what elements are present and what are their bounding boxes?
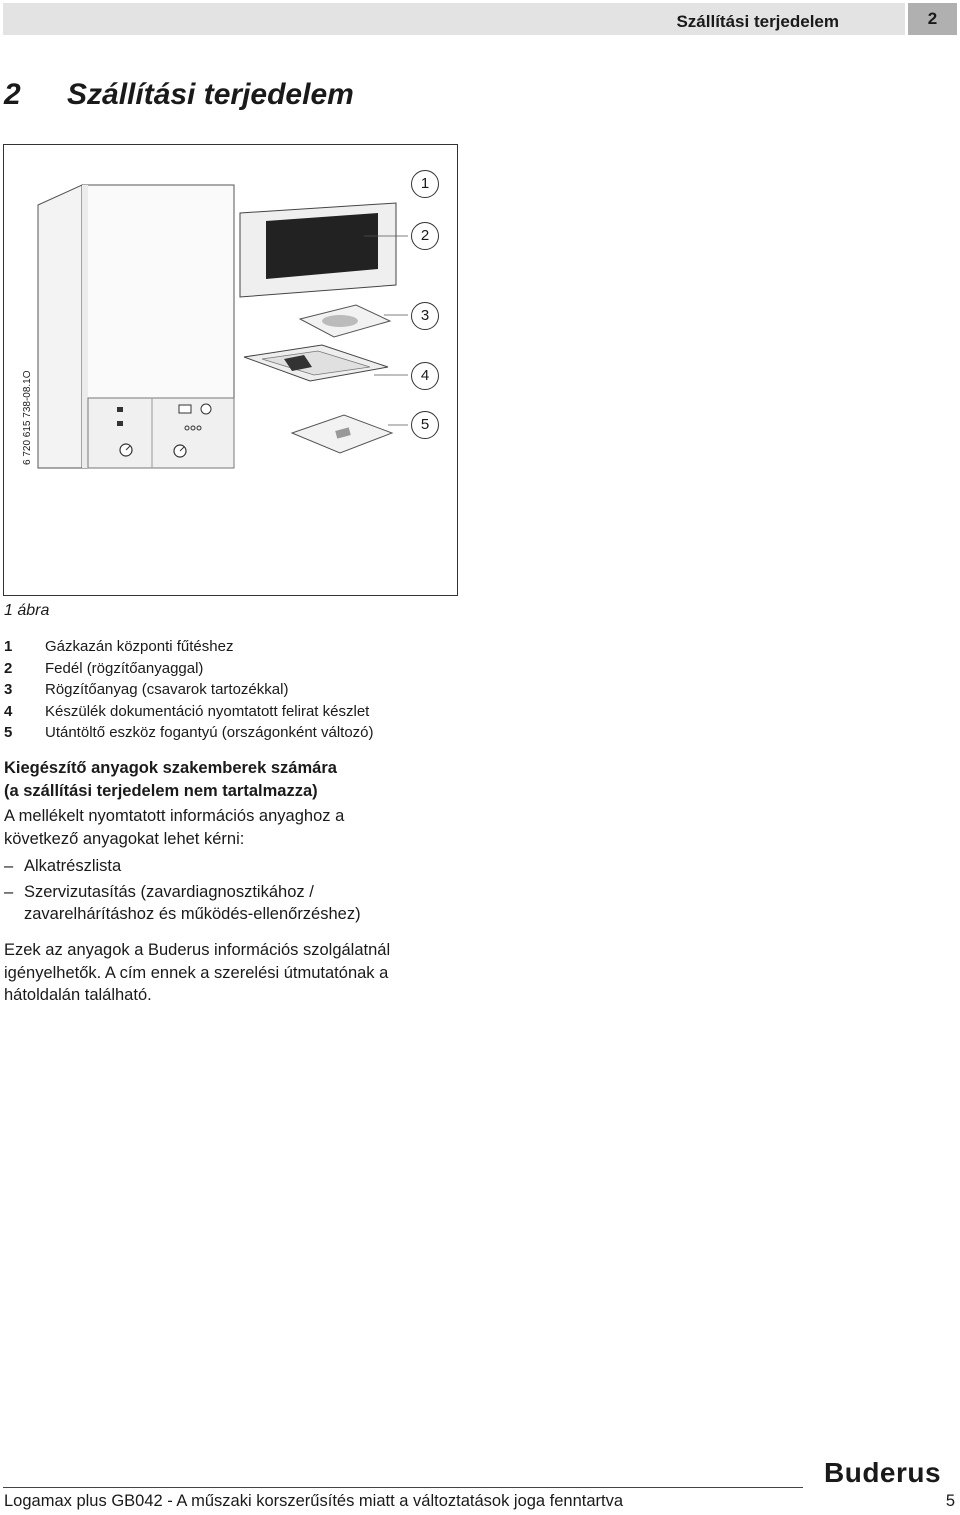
paragraph-line: hátoldalán található. [4,986,152,1004]
section-heading-line: Kiegészítő anyagok szakemberek számára [4,759,337,777]
legend-item [4,722,374,744]
callout-2: 2 [411,222,439,250]
outro-paragraph [4,939,390,1007]
legend-number: 1 [4,638,13,655]
list-item [4,881,361,926]
list-dash: – [4,882,14,901]
figure-code: 6 720 615 738-08.1O [22,370,33,465]
figure-legend [4,636,374,744]
header-chapter-number: 2 [908,3,957,35]
list-item [4,855,361,878]
figure-illustration [4,145,459,597]
list-dash: – [4,857,14,875]
buderus-logo: Buderus [824,1457,942,1488]
intro-paragraph [4,805,344,850]
list-item-text: zavarelhárításhoz és működés-ellenőrzéshez) [24,905,361,923]
paragraph-line: Ezek az anyagok a Buderus információs szolgálatnál [4,941,391,959]
section-heading [4,757,337,802]
figure-caption: 1 ábra [4,602,50,619]
materials-list [4,855,361,929]
legend-item [4,658,374,680]
section-heading-line: (a szállítási terjedelem nem tartalmazza) [4,781,318,800]
legend-number: 5 [4,724,13,741]
legend-item [4,701,374,723]
page-title-text: Szállítási terjedelem [67,78,354,111]
page-title [4,78,354,112]
footer-text: Logamax plus GB042 - A műszaki korszerűsítés miatt a változtatások joga fenntartva [4,1492,624,1510]
legend-number: 3 [4,681,13,698]
list-item-text: Szervizutasítás (zavardiagnosztikához / [24,882,314,901]
legend-item [4,679,374,701]
legend-text: Fedél (rögzítőanyaggal) [45,659,204,677]
legend-number: 2 [4,659,13,677]
legend-text: Gázkazán központi fűtéshez [45,638,234,655]
legend-text: Készülék dokumentáció nyomtatott felirat készlet [45,702,370,720]
list-item-text: Alkatrészlista [24,857,122,875]
legend-number: 4 [4,702,13,720]
callout-5: 5 [411,411,439,439]
legend-item [4,636,374,658]
callout-1: 1 [411,170,439,198]
callout-3: 3 [411,302,439,330]
legend-text: Utántöltő eszköz fogantyú (országonként változó) [45,724,374,741]
callout-4: 4 [411,362,439,390]
legend-text: Rögzítőanyag (csavarok tartozékkal) [45,681,289,698]
header-title: Szállítási terjedelem [676,12,839,31]
paragraph-line: következő anyagokat lehet kérni: [4,829,245,848]
paragraph-line: A mellékelt nyomtatott információs anyaghoz a [4,807,345,825]
footer-divider [3,1487,803,1488]
figure-1 [3,144,458,596]
page-title-number: 2 [4,78,21,111]
page-number: 5 [945,1492,955,1510]
header-bar [3,3,905,35]
paragraph-line: igényelhetők. A cím ennek a szerelési útmutatónak a [4,963,389,982]
